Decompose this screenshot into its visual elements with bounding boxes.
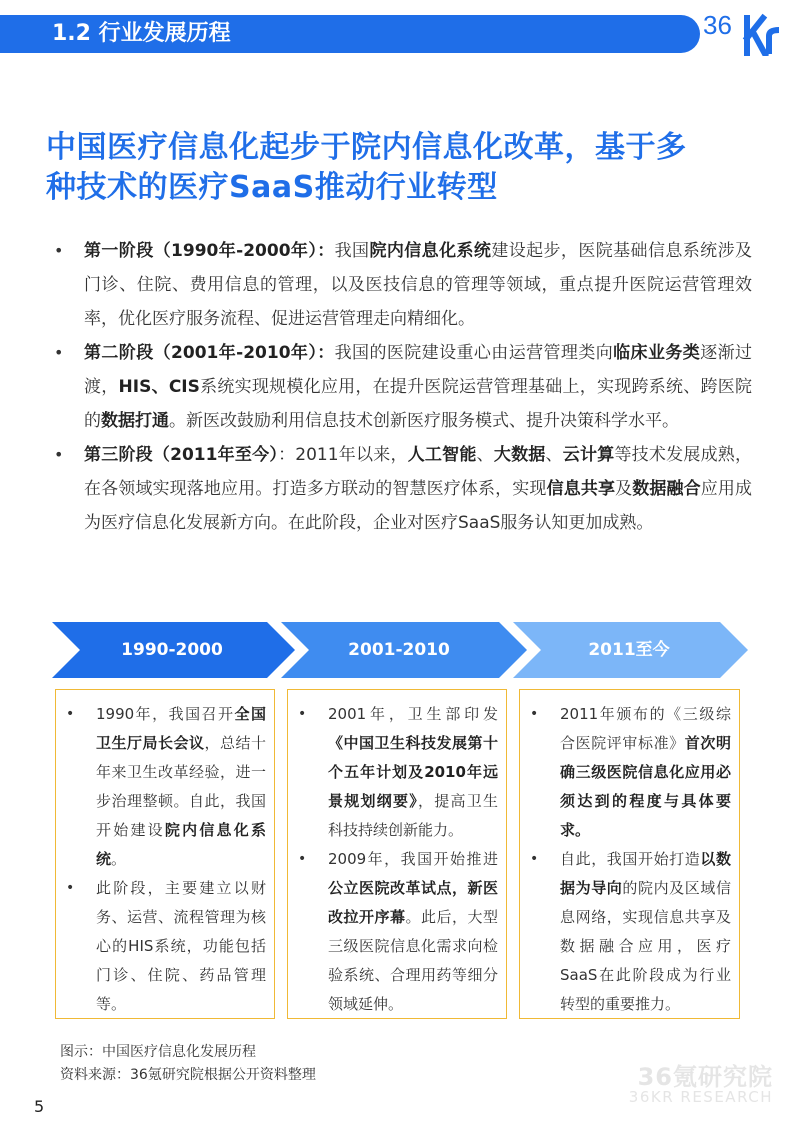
period-box-1990 (55, 689, 275, 1019)
stage-item (52, 438, 752, 540)
bold-text-run: 人工智能 (407, 445, 477, 465)
period-label-1: 1990-2000 (121, 640, 223, 660)
timeline-item (66, 874, 266, 1019)
watermark-en: 36KR RESEARCH (628, 1088, 773, 1106)
stage-list (52, 234, 752, 540)
bold-text-run: 大数据 (493, 445, 546, 465)
stage-text (84, 241, 752, 329)
text-run: 的院内及区域信息网络，实现信息共享及数据融合应用，医疗SaaS在此阶段成为行业转型的重要推力。 (560, 879, 731, 1013)
bold-text-run: 信息共享 (546, 479, 616, 499)
bold-text-run: 数据融合 (632, 479, 701, 499)
stage-item (52, 234, 752, 336)
stage-text (84, 343, 752, 431)
text-run: 2011年颁布的《三级综合医院评审标准》 (560, 705, 731, 752)
bold-text-run: 云计算 (562, 445, 615, 465)
figure-caption: 图示：中国医疗信息化发展历程 (60, 1044, 256, 1060)
stage-item (52, 336, 752, 438)
bold-text-run: HIS、CIS (118, 377, 200, 397)
text-run: 建设起步，医院基础信息系统涉及门诊、住院、费用信息的管理，以及医技信息的管理等领域，重点提升医院运营管理效率，优化医疗服务流程、促进运营管理走向精细化。 (84, 241, 752, 329)
period-box-2001 (287, 689, 507, 1019)
source-note: 资料来源：36氪研究院根据公开资料整理 (60, 1067, 316, 1083)
period-box-2011 (519, 689, 740, 1019)
bullet-icon: • (54, 241, 64, 260)
section-header (0, 15, 700, 53)
bullet-icon: • (530, 851, 539, 867)
text-run: 。此后，大型三级医院信息化需求向检验系统、合理用药等细分领域延伸。 (328, 908, 498, 1013)
bold-text-run: 第一阶段（1990年-2000年）： (84, 241, 335, 261)
bold-text-run: 第二阶段（2001年-2010年）： (84, 343, 335, 363)
text-run: 系统实现规模化应用，在提升医院运营管理基础上，实现跨系统、跨医院的 (84, 377, 753, 431)
text-run: 应用成为医疗信息化发展新方向。在此阶段，企业对医疗SaaS服务认知更加成熟。 (84, 479, 753, 533)
title-line-2: 种技术的医疗SaaS推动行业转型 (46, 170, 498, 205)
timeline-item (530, 845, 731, 1019)
watermark-cn: 36氪研究院 (637, 1063, 773, 1091)
bullet-icon: • (66, 706, 75, 722)
text-run: 2001年，卫生部印发 (328, 705, 498, 723)
bold-text-run: 以数据为导向 (560, 850, 731, 897)
text-run: ，总结十年来卫生改革经验，进一步治理整顿。自此，我国开始建设 (96, 734, 266, 839)
bullet-icon: • (54, 343, 64, 362)
section-title: 1.2 行业发展历程 (52, 21, 231, 46)
page-number: 5 (34, 1097, 45, 1116)
period-label-2: 2001-2010 (348, 640, 450, 660)
page-title (46, 128, 766, 208)
timeline-item-text (560, 705, 731, 839)
timeline-item-text (96, 879, 266, 1013)
timeline-item (66, 700, 266, 874)
bullet-icon: • (54, 445, 64, 464)
text-run: 我国的医院建设重心由运营管理类向 (334, 343, 614, 363)
text-run: 。 (111, 850, 127, 868)
timeline-item-text (560, 850, 731, 1013)
text-run: 等技术发展成熟，在各领域实现落地应用。打造多方联动的智慧医疗体系，实现 (84, 445, 753, 499)
bold-text-run: 数据打通 (101, 411, 169, 431)
timeline-item (298, 700, 498, 845)
bullet-icon: • (530, 706, 539, 722)
text-run: 。新医改鼓励利用信息技术创新医疗服务模式、提升决策科学水平。 (169, 411, 679, 431)
timeline-item (530, 700, 731, 845)
bold-text-run: 院内信息化系统 (369, 241, 492, 261)
period-label-3: 2011至今 (588, 640, 670, 660)
timeline-item-text (328, 705, 498, 839)
bold-text-run: 临床业务类 (613, 343, 701, 363)
text-run: 此阶段，主要建立以财务、运营、流程管理为核心的HIS系统，功能包括门诊、住院、药品管理等。 (96, 879, 266, 1013)
text-run: 、 (545, 445, 563, 465)
timeline-item (298, 845, 498, 1019)
text-run: 、 (476, 445, 494, 465)
bold-text-run: 《中国卫生科技发展第十个五年计划及2010年远景规划纲要》 (328, 734, 498, 810)
text-run: 1990年，我国召开 (96, 705, 235, 723)
bold-text-run: 公立医院改革试点，新医改拉开序幕 (328, 879, 498, 926)
text-run: 逐渐过渡， (84, 343, 752, 397)
bullet-icon: • (298, 851, 307, 867)
text-run: 及 (615, 479, 633, 499)
text-run: 我国 (334, 241, 370, 261)
timeline-item-text (328, 850, 498, 1013)
bold-text-run: 第三阶段（2011年至今） (84, 445, 279, 465)
text-run: 2009年，我国开始推进 (328, 850, 498, 868)
text-run: ，提高卫生科技持续创新能力。 (328, 792, 498, 839)
36kr-logo (703, 6, 783, 56)
title-line-1: 中国医疗信息化起步于院内信息化改革，基于多 (46, 130, 687, 165)
text-run: ：2011年以来， (278, 445, 408, 465)
text-run: 自此，我国开始打造 (560, 850, 701, 868)
bullet-icon: • (66, 880, 75, 896)
stage-text (84, 445, 752, 533)
bullet-icon: • (298, 706, 307, 722)
bold-text-run: 全国卫生厅局长会议 (96, 705, 266, 752)
timeline-item-text (96, 705, 266, 868)
bold-text-run: 首次明确三级医院信息化应用必须达到的程度与具体要求。 (560, 734, 731, 839)
bold-text-run: 院内信息化系统 (96, 821, 266, 868)
svg-text:36: 36 (703, 10, 732, 40)
